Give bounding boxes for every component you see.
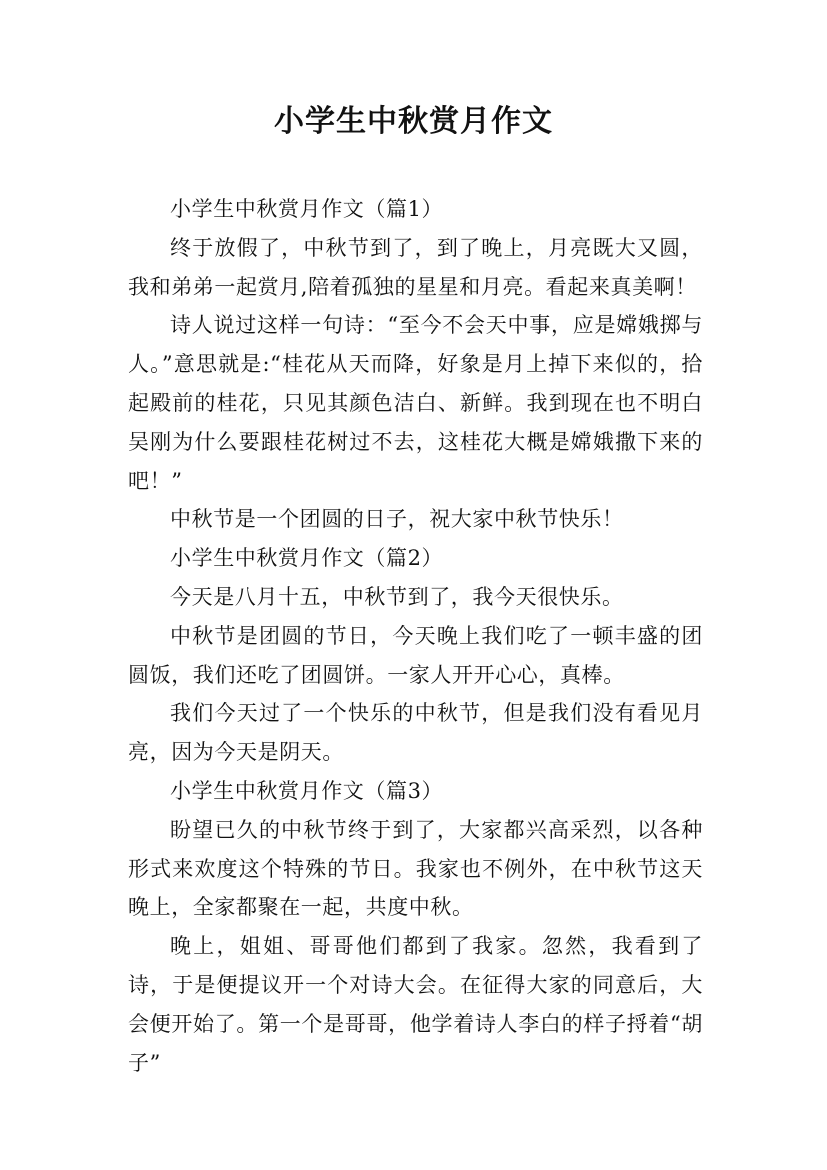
paragraph: 中秋节是一个团圆的日子，祝大家中秋节快乐！ [170, 507, 624, 532]
paragraph-heading-1: 小学生中秋赏月作文（篇1） [170, 197, 444, 221]
paragraph: 今天是八月十五，中秋节到了，我今天很快乐。 [170, 584, 624, 609]
paragraph: 晚上，姐姐、哥哥他们都到了我家。忽然，我看到了诗，于是便提议开一个对诗大会。在征得大家的同意后，大会便开始了。第一个是哥哥，他学着诗人李白的样子捋着“胡子” [128, 934, 703, 1075]
document-body [128, 190, 703, 1082]
paragraph: 盼望已久的中秋节终于到了，大家都兴高采烈，以各种形式来欢度这个特殊的节日。我家也不例外，在中秋节这天晚上，全家都聚在一起，共度中秋。 [128, 817, 703, 920]
paragraph: 终于放假了，中秋节到了，到了晚上，月亮既大又圆，我和弟弟一起赏月,陪着孤独的星星和月亮。看起来真美啊！ [128, 235, 703, 299]
paragraph: 诗人说过这样一句诗：“至今不会天中事，应是嫦娥掷与人。”意思就是:“桂花从天而降，好象是月上掉下来似的，拾起殿前的桂花，只见其颜色洁白、新鲜。我到现在也不明白吴刚为什么要跟桂花树过不去，这桂花大概是嫦娥撒下来的吧！” [128, 313, 703, 493]
paragraph-heading-2: 小学生中秋赏月作文（篇2） [170, 546, 444, 571]
paragraph: 中秋节是团圆的节日，今天晚上我们吃了一顿丰盛的团圆饭，我们还吃了团圆饼。一家人开开心心，真棒。 [128, 623, 703, 687]
paragraph-heading-3: 小学生中秋赏月作文（篇3） [170, 778, 444, 803]
document-title: 小学生中秋赏月作文 [274, 104, 553, 139]
paragraph: 我们今天过了一个快乐的中秋节，但是我们没有看见月亮，因为今天是阴天。 [128, 701, 703, 765]
